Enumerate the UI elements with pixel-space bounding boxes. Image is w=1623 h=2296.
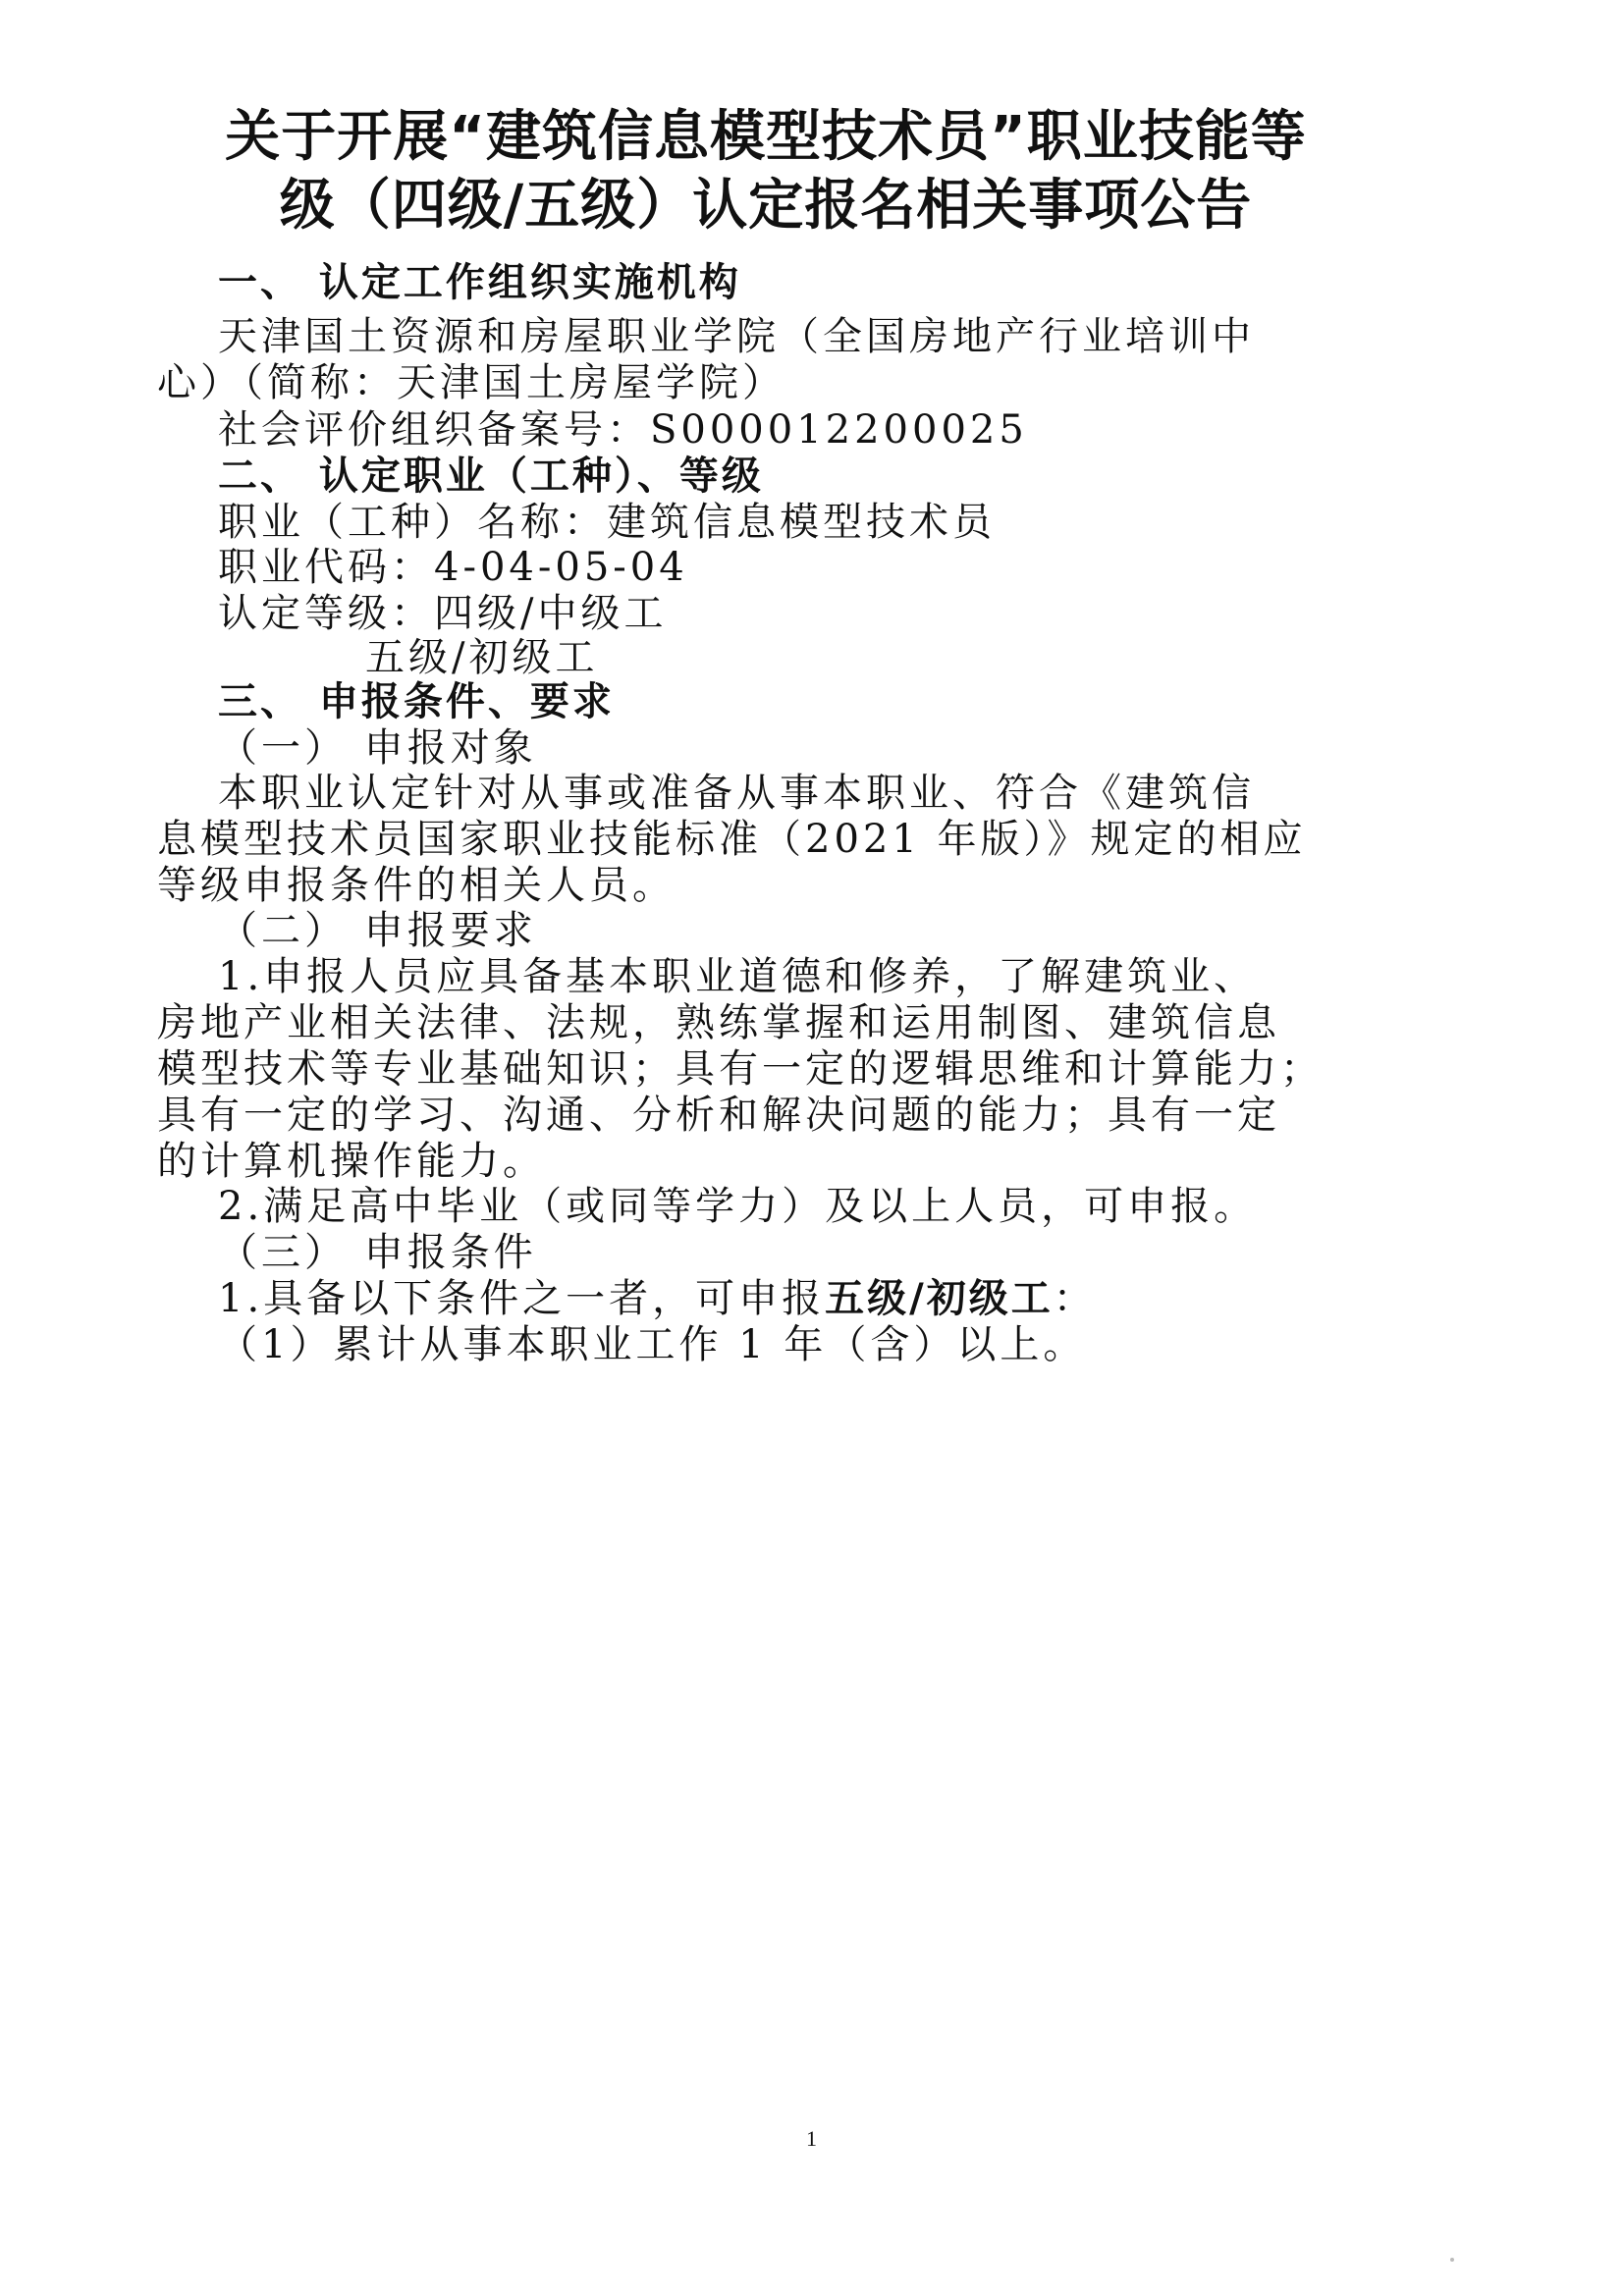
paragraph-line: 具有一定的学习、沟通、分析和解决问题的能力；具有一定: [157, 1093, 1280, 1138]
org-name-line-2: 心）（简称：天津国土房屋学院）: [157, 360, 785, 405]
scan-speck: [1450, 2258, 1454, 2262]
occupation-name: 职业（工种）名称：建筑信息模型技术员: [218, 500, 996, 545]
paragraph-line: 房地产业相关法律、法规，熟练掌握和运用制图、建筑信息: [157, 1000, 1280, 1045]
condition-1-level: 五级/初级工: [825, 1276, 1054, 1321]
paragraph-line: 息模型技术员国家职业技能标准（2021 年版）》规定的相应: [157, 817, 1307, 862]
level-line-1: 认定等级：四级/中级工: [218, 591, 668, 636]
document-title-line-2: 级（四级/五级）认定报名相关事项公告: [279, 174, 1253, 238]
condition-1-colon: ：: [1053, 1276, 1097, 1321]
subsection-3-heading: （三） 申报条件: [218, 1230, 537, 1275]
page-number: 1: [806, 2126, 817, 2151]
paragraph-line: 的计算机操作能力。: [157, 1139, 546, 1184]
paragraph-line: 模型技术等专业基础知识；具有一定的逻辑思维和计算能力；: [157, 1046, 1324, 1092]
section-3-heading: 三、 申报条件、要求: [218, 679, 615, 724]
section-2-heading: 二、 认定职业（工种）、等级: [218, 454, 764, 499]
occupation-code: 职业代码：4-04-05-04: [218, 545, 688, 590]
document-title-line-1: 关于开展“建筑信息模型技术员”职业技能等: [225, 105, 1307, 169]
condition-1-intro: [218, 1274, 1097, 1323]
section-1-heading: 一、 认定工作组织实施机构: [218, 260, 741, 305]
record-number: 社会评价组织备案号：S000012200025: [218, 407, 1028, 453]
condition-1-item-1: （1）累计从事本职业工作 1 年（含）以上。: [218, 1322, 1087, 1367]
paragraph-line: 本职业认定针对从事或准备从事本职业、符合《建筑信: [218, 771, 1255, 816]
condition-1-text: 1.具备以下条件之一者，可申报: [218, 1276, 826, 1321]
subsection-2-heading: （二） 申报要求: [218, 908, 537, 953]
paragraph-line: 2.满足高中毕业（或同等学力）及以上人员，可申报。: [218, 1184, 1258, 1229]
subsection-1-heading: （一） 申报对象: [218, 725, 537, 771]
paragraph-line: 1.申报人员应具备基本职业道德和修养，了解建筑业、: [218, 954, 1258, 999]
paragraph-line: 等级申报条件的相关人员。: [157, 863, 676, 908]
level-line-2: 五级/初级工: [365, 635, 599, 680]
org-name-line-1: 天津国土资源和房屋职业学院（全国房地产行业培训中: [218, 314, 1255, 359]
